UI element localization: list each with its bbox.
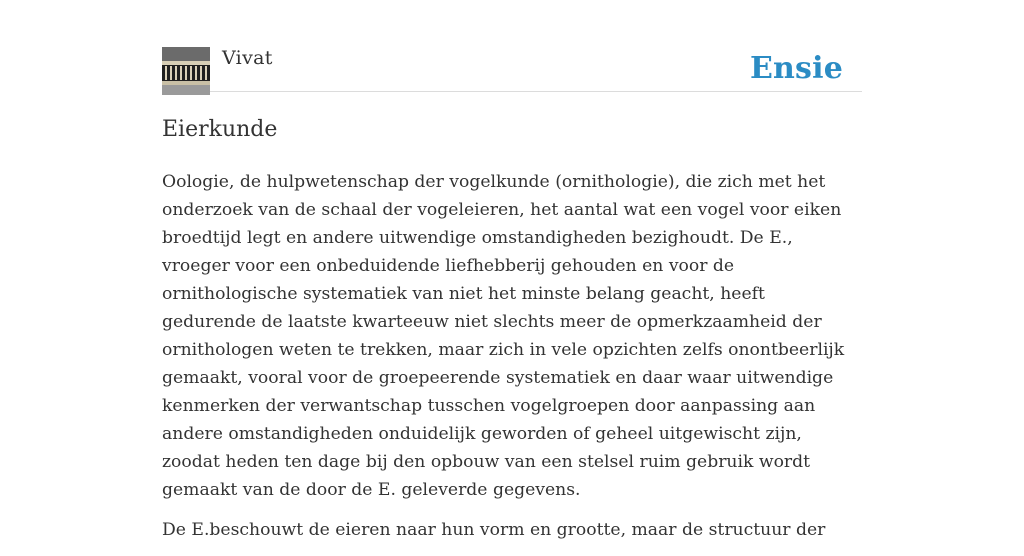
author-name[interactable]: Vivat xyxy=(222,47,273,69)
article-header xyxy=(162,0,862,92)
author-avatar[interactable] xyxy=(162,47,210,95)
paragraph: De E.beschouwt de eieren naar hun vorm en grootte, maar de structuur der xyxy=(162,520,826,540)
paragraph: Oologie, de hulpwetenschap der vogelkunde (ornithologie), die zich met het onderzoek van de schaal der vogeleieren, het aantal wat een vogel voor eiken broedtijd legt en andere uitwendige omstandigheden bezighoudt. De E., vroeger voor een onbeduidende liefhebberij gehouden en voor de ornithologische systematiek van niet het minste belang geacht, heeft gedurende de laatste kwarteeuw niet slechts meer de opmerkzaamheid der ornithologen weten te trekken, maar zich in vele opzichten zelfs onontbeerlijk gemaakt, vooral voor de groepeerende systematiek en daar waar uitwendige kenmerken der verwantschap tusschen vogelgroepen door aanpassing aan andere omstandigheden onduidelijk geworden of geheel uitgewischt zijn, zoodat heden ten dage bij den opbouw van een stelsel ruim gebruik wordt gemaakt van de door de E. geleverde gegevens. xyxy=(162,172,845,500)
brand-logo[interactable]: Ensie xyxy=(749,51,843,86)
page-title: Eierkunde xyxy=(162,117,278,142)
book-spines-avatar-icon xyxy=(162,47,210,95)
article-page xyxy=(162,0,862,540)
article-body xyxy=(162,168,862,556)
